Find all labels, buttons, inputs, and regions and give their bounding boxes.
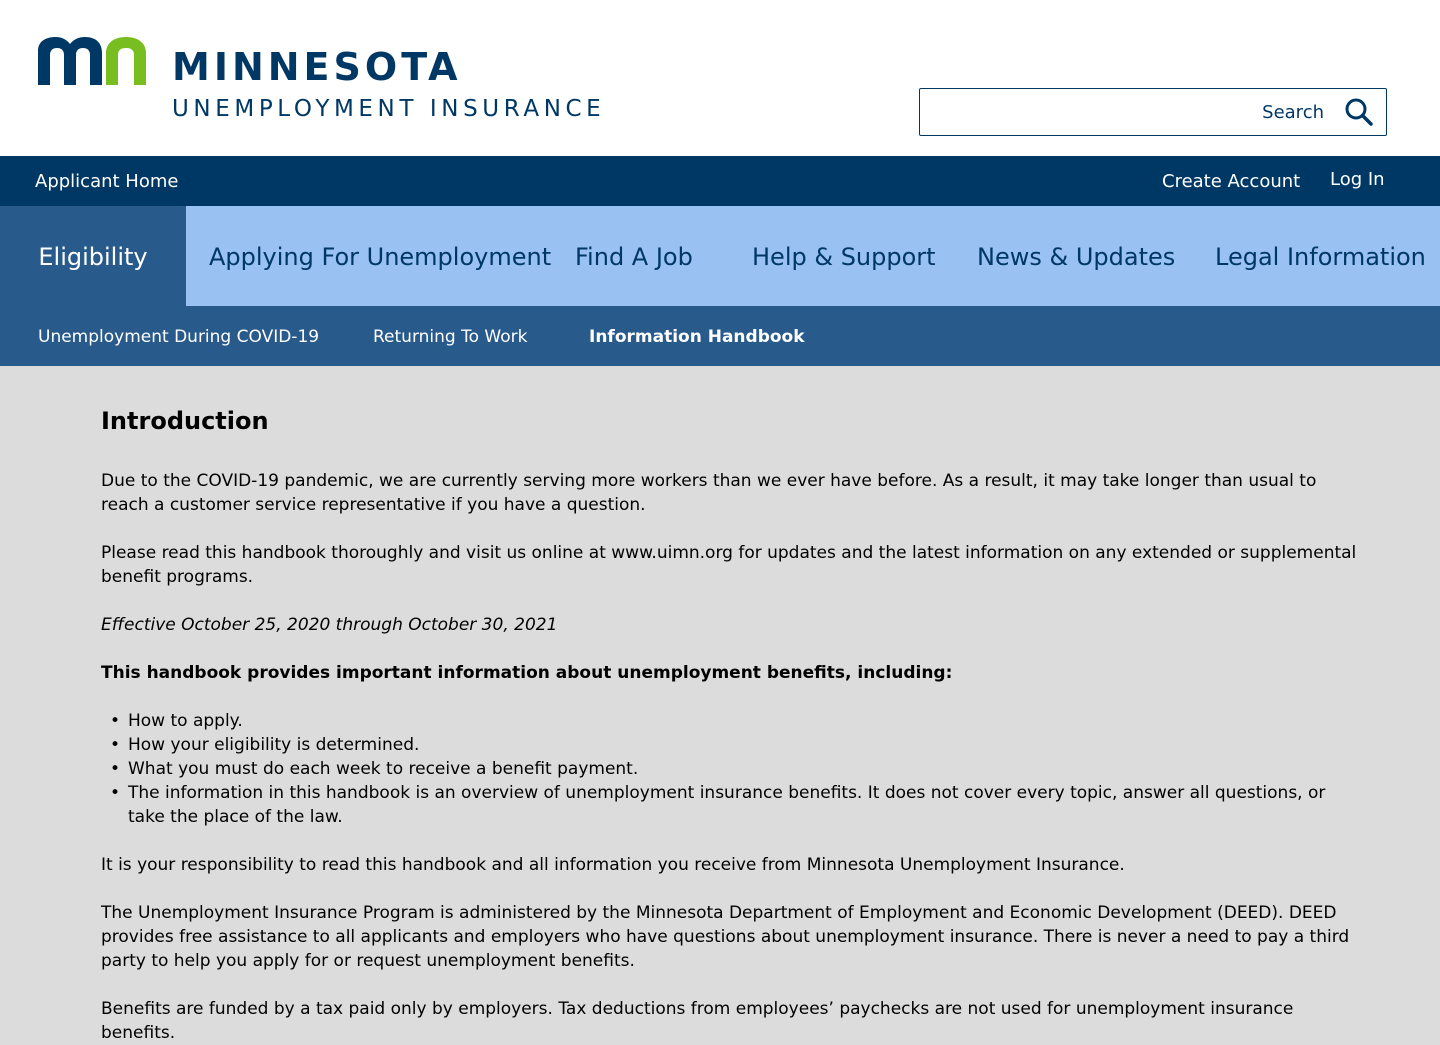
list-heading: This handbook provides important information about unemployment benefits, including: (101, 663, 953, 683)
benefit-topics-list (101, 709, 1366, 829)
list-item: • How to apply. (101, 709, 1366, 733)
tab-applying-for-unemployment[interactable]: Applying For Unemployment (209, 243, 552, 271)
create-account-link[interactable]: Create Account (1162, 171, 1301, 192)
effective-dates: Effective October 25, 2020 through October 30, 2021 (101, 615, 558, 635)
site-header (0, 0, 1440, 156)
search-input[interactable] (928, 93, 1328, 131)
page-title: Introduction (101, 407, 269, 435)
tab-help-support[interactable]: Help & Support (752, 243, 936, 271)
search-box (919, 88, 1387, 136)
list-item: • What you must do each week to receive a benefit payment. (101, 757, 1366, 781)
main-nav (0, 206, 1440, 306)
subnav-information-handbook[interactable]: Information Handbook (589, 327, 805, 347)
list-item: • How your eligibility is determined. (101, 733, 1366, 757)
tab-eligibility[interactable]: Eligibility (0, 206, 186, 306)
subnav-covid[interactable]: Unemployment During COVID-19 (38, 327, 320, 347)
deed-paragraph: The Unemployment Insurance Program is administered by the Minnesota Department of Employment and Economic Development (DEED). DEED provides free assistance to all applicants and employers who have questions about unemployment insurance. There is never a need to pay a third party to help you apply for or request unemployment benefits. (101, 903, 1350, 971)
tab-news-updates[interactable]: News & Updates (977, 243, 1176, 271)
main-content (101, 366, 1371, 1043)
intro-paragraph: Due to the COVID-19 pandemic, we are currently serving more workers than we ever have before. As a result, it may take longer than usual to reach a customer service representative if you have a question. (101, 471, 1317, 515)
tab-legal-information[interactable]: Legal Information (1215, 243, 1426, 271)
tab-find-a-job[interactable]: Find A Job (575, 243, 693, 271)
subnav-returning-to-work[interactable]: Returning To Work (373, 327, 528, 347)
log-in-link[interactable]: Log In (1330, 169, 1385, 190)
logo-title: MINNESOTA (172, 45, 462, 89)
sub-nav (0, 306, 1440, 366)
applicant-home-link[interactable]: Applicant Home (35, 171, 179, 192)
minnesota-logo-icon[interactable] (38, 37, 148, 85)
logo-subtitle: UNEMPLOYMENT INSURANCE (172, 96, 606, 122)
funding-paragraph: Benefits are funded by a tax paid only by employers. Tax deductions from employees’ paychecks are not used for unemployment insurance benefits. (101, 999, 1294, 1043)
handbook-paragraph: Please read this handbook thoroughly and visit us online at www.uimn.org for updates and the latest information on any extended or supplemental benefit programs. (101, 543, 1357, 587)
top-nav (0, 156, 1440, 206)
responsibility-paragraph: It is your responsibility to read this handbook and all information you receive from Minnesota Unemployment Insurance. (101, 855, 1125, 875)
list-item: • The information in this handbook is an overview of unemployment insurance benefits. It does not cover every topic, answer all questions, or take the place of the law. (101, 781, 1366, 829)
search-icon[interactable] (1344, 97, 1374, 127)
